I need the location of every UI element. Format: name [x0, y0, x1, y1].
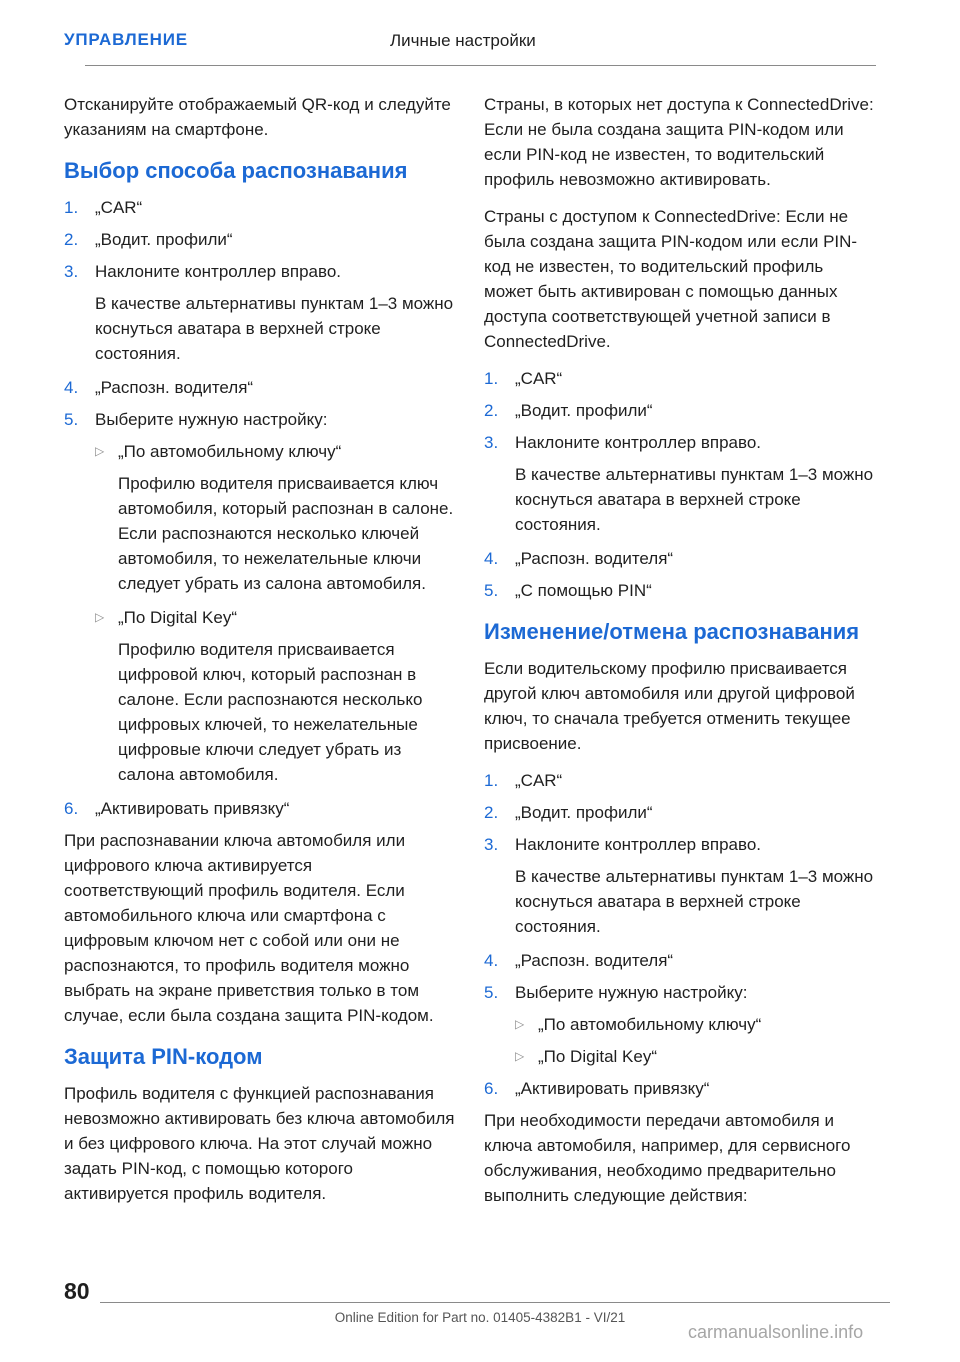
footer-divider [100, 1302, 890, 1303]
arrow-bullet-icon: ▷ [515, 1049, 525, 1063]
list-item-number: 1. [64, 198, 79, 217]
page-content [64, 92, 876, 1274]
list-item-text: „Водит. профили“ [95, 230, 233, 249]
bullet-item-text: „По Digital Key“ [538, 1047, 657, 1066]
bullet-detail-paragraph: Профилю водителя присваивается цифровой ключ, который распознан в салоне. Если распознаются несколько цифровых ключей, то нежелательные цифровые ключи следует убрать из салона автомобиля. [118, 640, 423, 784]
numbered-list-item [484, 578, 876, 603]
section-heading: Выбор способа распознавания [64, 158, 408, 183]
list-item-text: „Водит. профили“ [515, 803, 653, 822]
list-item-text: Выберите нужную настройку: [95, 410, 328, 429]
arrow-bullet-item [515, 1044, 876, 1069]
list-item-text: Наклоните контроллер вправо. [515, 433, 762, 452]
list-item-number: 1. [484, 369, 499, 388]
list-item-number: 5. [484, 983, 499, 1002]
arrow-bullet-icon: ▷ [95, 444, 105, 458]
list-item-text: „Распозн. водителя“ [95, 378, 254, 397]
list-item-text: „Активировать привязку“ [515, 1079, 710, 1098]
numbered-list-item [484, 366, 876, 391]
list-item-text: „Распозн. водителя“ [515, 951, 674, 970]
list-item-text: „Распозн. водителя“ [515, 549, 674, 568]
bullet-item-text: „По Digital Key“ [118, 608, 237, 627]
watermark: carmanualsonline.info [688, 1322, 864, 1342]
numbered-list-item [64, 227, 456, 252]
paragraph: Профиль водителя с функцией распознавания невозможно активировать без ключа автомобиля и без цифрового ключа. На этот случай можно задать PIN-код, с помощью которого активируется профиль водителя. [64, 1084, 455, 1203]
numbered-list-item [484, 800, 876, 825]
list-item-number: 2. [64, 230, 79, 249]
section-heading: Защита PIN-кодом [64, 1044, 263, 1069]
list-item-number: 5. [64, 410, 79, 429]
list-item-number: 2. [484, 401, 499, 420]
list-note-paragraph: В качестве альтернативы пунктам 1–3 можно коснуться аватара в верхней строке состояния. [515, 465, 874, 534]
list-item-number: 3. [484, 835, 499, 854]
paragraph: Страны, в которых нет доступа к ConnectedDrive: Если не была создана защита PIN-кодом или если PIN-код не известен, то водительский профиль невозможно активировать. [484, 95, 874, 189]
list-item-number: 4. [64, 378, 79, 397]
edition-note: Online Edition for Part no. 01405-4382B1 - VI/21 [334, 1310, 626, 1325]
numbered-list-item [484, 430, 876, 455]
bullet-detail-paragraph: Профилю водителя присваивается ключ автомобиля, который распознан в салоне. Если распознаются несколько ключей автомобиля, то нежелательные ключи следует убрать из салона автомобиля. [118, 474, 454, 593]
list-item-text: „CAR“ [515, 771, 563, 790]
list-item-number: 4. [484, 951, 499, 970]
numbered-list-item [484, 948, 876, 973]
numbered-list-item [484, 832, 876, 857]
paragraph: Если водительскому профилю присваивается другой ключ автомобиля или другой цифровой ключ, то сначала требуется отменить текущее присвоение. [484, 659, 855, 753]
arrow-bullet-icon: ▷ [515, 1017, 525, 1031]
paragraph: Отсканируйте отображаемый QR-код и следуйте указаниям на смартфоне. [64, 95, 451, 139]
list-item-number: 4. [484, 549, 499, 568]
page-topic: Личные настройки [390, 31, 536, 50]
list-item-text: „С помощью PIN“ [515, 581, 652, 600]
arrow-bullet-item [95, 439, 456, 464]
list-item-text: „Активировать привязку“ [95, 799, 290, 818]
left-column [64, 92, 456, 1274]
arrow-bullet-item [95, 605, 456, 630]
section-heading: Изменение/отмена распознавания [484, 619, 860, 644]
numbered-list-item [484, 768, 876, 793]
bullet-item-text: „По автомобильному ключу“ [538, 1015, 762, 1034]
list-item-number: 6. [484, 1079, 499, 1098]
paragraph: Страны с доступом к ConnectedDrive: Если не была создана защита PIN-кодом или если PIN-код не известен, то водительский профиль может быть активирован с помощью данных доступа соответствующей учетной записи в ConnectedDrive. [484, 207, 858, 351]
list-note-paragraph: В качестве альтернативы пунктам 1–3 можно коснуться аватара в верхней строке состояния. [515, 867, 874, 936]
arrow-bullet-icon: ▷ [95, 610, 105, 624]
page-number: 80 [64, 1278, 90, 1304]
list-item-text: „CAR“ [95, 198, 143, 217]
numbered-list-item [64, 796, 456, 821]
numbered-list-item [64, 195, 456, 220]
list-item-text: Наклоните контроллер вправо. [515, 835, 762, 854]
chapter-title: УПРАВЛЕНИЕ [64, 30, 188, 49]
paragraph: При распознавании ключа автомобиля или цифрового ключа активируется соответствующий профиль водителя. Если автомобильного ключа или смартфона с цифровым ключом нет с собой или они не распознаются, то профиль водителя можно выбрать на экране приветствия только в том случае, если была создана защита PIN-кодом. [64, 831, 434, 1025]
paragraph: При необходимости передачи автомобиля и ключа автомобиля, например, для сервисного обслуживания, необходимо предварительно выполнить следующие действия: [484, 1111, 851, 1205]
list-item-text: „CAR“ [515, 369, 563, 388]
list-item-number: 5. [484, 581, 499, 600]
numbered-list-item [484, 546, 876, 571]
list-item-number: 3. [64, 262, 79, 281]
list-item-number: 2. [484, 803, 499, 822]
numbered-list-item [484, 398, 876, 423]
list-item-text: Наклоните контроллер вправо. [95, 262, 342, 281]
right-column [484, 92, 876, 1274]
numbered-list-item [64, 259, 456, 284]
list-note-paragraph: В качестве альтернативы пунктам 1–3 можно коснуться аватара в верхней строке состояния. [95, 294, 454, 363]
header-divider [85, 65, 876, 66]
numbered-list-item [64, 375, 456, 400]
numbered-list-item [484, 980, 876, 1005]
list-item-number: 1. [484, 771, 499, 790]
numbered-list-item [64, 407, 456, 432]
numbered-list-item [484, 1076, 876, 1101]
arrow-bullet-item [515, 1012, 876, 1037]
bullet-item-text: „По автомобильному ключу“ [118, 442, 342, 461]
list-item-number: 3. [484, 433, 499, 452]
list-item-text: Выберите нужную настройку: [515, 983, 748, 1002]
list-item-text: „Водит. профили“ [515, 401, 653, 420]
list-item-number: 6. [64, 799, 79, 818]
